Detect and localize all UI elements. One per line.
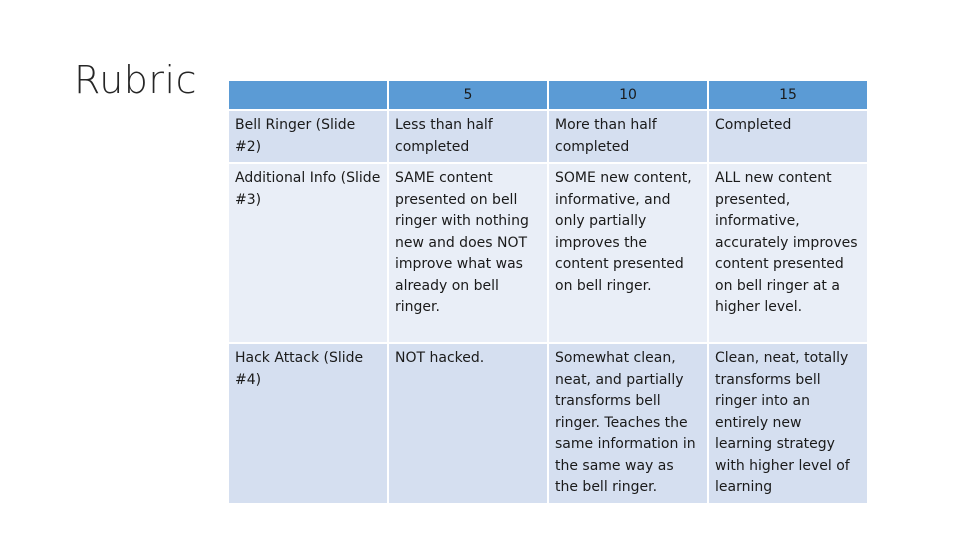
header-cell-score-10: 10	[549, 81, 707, 109]
table-row	[229, 164, 867, 342]
rubric-header-row	[229, 81, 867, 109]
criterion-cell: Hack Attack (Slide #4)	[229, 344, 387, 503]
score-10-cell: SOME new content, informative, and only partially improves the content presented on bell ringer.	[549, 164, 707, 342]
slide-title: Rubric	[74, 58, 197, 102]
rubric-table	[227, 79, 869, 505]
score-10-cell: Somewhat clean, neat, and partially transforms bell ringer. Teaches the same information in the same way as the bell ringer.	[549, 344, 707, 503]
table-row	[229, 111, 867, 162]
score-15-cell: Completed	[709, 111, 867, 162]
criterion-cell: Additional Info (Slide #3)	[229, 164, 387, 342]
score-5-cell: Less than half completed	[389, 111, 547, 162]
score-10-cell: More than half completed	[549, 111, 707, 162]
criterion-cell: Bell Ringer (Slide #2)	[229, 111, 387, 162]
header-cell-score-15: 15	[709, 81, 867, 109]
table-row	[229, 344, 867, 503]
score-15-cell: ALL new content presented, informative, accurately improves content presented on bell ringer at a higher level.	[709, 164, 867, 342]
header-cell-score-5: 5	[389, 81, 547, 109]
score-15-cell: Clean, neat, totally transforms bell ringer into an entirely new learning strategy with higher level of learning	[709, 344, 867, 503]
score-5-cell: SAME content presented on bell ringer with nothing new and does NOT improve what was already on bell ringer.	[389, 164, 547, 342]
header-cell-criterion	[229, 81, 387, 109]
score-5-cell: NOT hacked.	[389, 344, 547, 503]
